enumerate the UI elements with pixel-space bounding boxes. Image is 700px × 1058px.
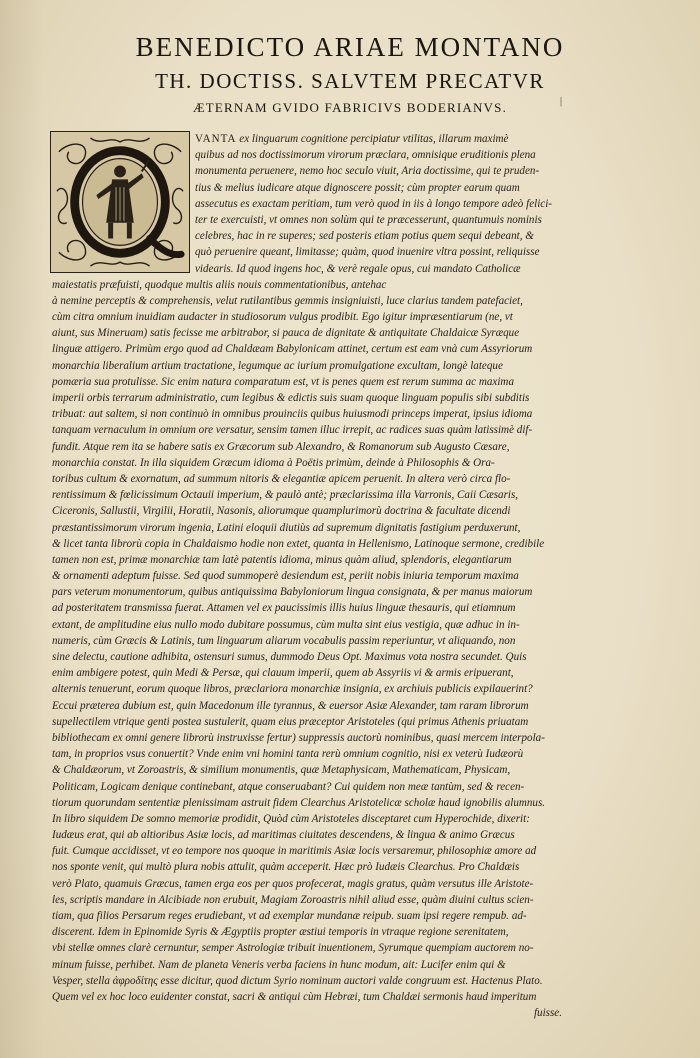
- text-line-content: monarchia constat. In illa siquidem Græcum idioma à Poëtis primùm, deinde à Philosophis & Ora-: [52, 456, 495, 469]
- text-line-content: tribuat: aut saltem, si non continuò in omnibus prouinciis quibus huiusmodi princeps imperat, ipsius idioma: [52, 408, 533, 421]
- text-line: [52, 779, 562, 795]
- text-line: [52, 924, 562, 940]
- text-line: [52, 714, 562, 730]
- text-line-content: & licet tanta librorù copia in Chaldaismo hodie non extet, quanta in Hellenismo, Latinoque sermone, credibile: [52, 537, 545, 550]
- text-line-content: tanquam vernaculum in omnium ore versatur, sensim tamen illuc irrepit, ac radices suas quàm latissimè dif-: [52, 424, 533, 437]
- text-line: [52, 973, 562, 989]
- text-line: [52, 843, 562, 859]
- text-line-content: assecutus es exactam peritiam, tum verò quod in iis à longo tempore adeò felici-: [195, 197, 552, 210]
- text-line-content: supellectilem vtrique genti postea sustulerit, quam eius præceptor Aristoteles (qui primus Athenis priuatam: [52, 715, 529, 728]
- text-line-content: tiorum quorundam sententiæ plenissimam astruit fidem Clearchus Aristotelicæ scholæ haud ignobilis alumnus.: [52, 796, 546, 809]
- text-line: [52, 358, 562, 374]
- text-line-content: les, scriptis mandare in Alcibiade non erubuit, Magiam Zoroastris nihil aliud esse, quàm diuini cultus scien-: [52, 893, 534, 906]
- text-line-content: tamen non est, primæ monarchiæ tam latè patentis idioma, minus quàm aliud, splendoris, elegantiarum: [52, 553, 512, 566]
- text-line-content: sine delectu, cautione adhibita, ostensuri sumus, dummodo Deus Opt. Maximus vota nostra secundet. Quis: [52, 651, 527, 663]
- page-gutter-shadow: [0, 0, 44, 1058]
- text-line: [52, 957, 562, 973]
- text-line-content: alternis tenuerunt, eorum quoque libros, præclariora monarchiæ insignia, ex archiuis publicis expilauerint?: [52, 683, 533, 696]
- text-line-content: Ciceronis, Sallustii, Virgilii, Horatii, Nasonis, aliorumque quamplurimorù doctrina & facultate dicendi: [52, 505, 511, 518]
- text-line: [52, 989, 562, 1005]
- text-line: [52, 536, 562, 552]
- text-line-content: imperii orbis terrarum administratio, cum legibus & edictis suis suam quoque linguam populis sibi subditis: [52, 392, 530, 404]
- text-line: [52, 293, 562, 309]
- text-line-content: vbi stellæ omnes clarè cernuntur, semper Astrologiæ tribuit inuentionem, Syrumque quempiam auctorem no-: [52, 942, 534, 955]
- text-line: [52, 228, 562, 244]
- text-line: [52, 277, 562, 293]
- text-line-content: nos sponte venit, qui multò plura nobis attulit, quàm acceperit. Hæc prò Iudæis Clearchus. Pro Chaldæis: [52, 861, 520, 874]
- text-line-content: rentissimum & fœlicissimum Octauii imperium, & paulò antè; præclarissima illa Varronis, Caii Cæsaris,: [52, 489, 519, 502]
- text-line-content: Eccui præterea dubium est, quin Macedonum ille tyrannus, & euersor Asiæ Alexander, tam raram librorum: [52, 699, 529, 712]
- text-line-content: Quem vel ex hoc loco euidenter constat, sacri & antiqui cùm Hebræi, tum Chaldæi sermonis haud imperitum: [52, 990, 537, 1003]
- text-line: [52, 325, 562, 341]
- text-line-content: ter te exercuisti, vt omnes non solùm qui te præcesserunt, quantumuis nominis: [195, 213, 542, 226]
- text-line: [52, 471, 562, 487]
- text-line-content: fundit. Atque rem ita se habere satis ex Græcorum sub Alexandro, & Romanorum sub Augusto Cæsare,: [52, 440, 510, 453]
- text-line: [52, 261, 562, 277]
- text-line-content: à nemine perceptis & comprehensis, velut rutilantibus gemmis insigniuisti, luce clarius tandem patefaciet,: [52, 294, 523, 307]
- text-line: [52, 633, 562, 649]
- text-line: [52, 892, 562, 908]
- text-line: [52, 859, 562, 875]
- text-line: [52, 422, 562, 438]
- text-line-content: Vesper, stella ἀφροδίτης esse dicitur, quod dictum Syrio nominum auctori valde congruum est. Hactenus Plato.: [52, 974, 543, 987]
- text-line-content: tius & melius iudicare atque dignoscere possit; cùm propter earum quam: [195, 181, 520, 194]
- text-line: [52, 827, 562, 843]
- text-line: [52, 196, 562, 212]
- text-line: [52, 730, 562, 746]
- text-line: [52, 795, 562, 811]
- text-line-content: numeris, cùm Græcis & Latinis, tum linguarum aliarum vocabulis passim reperiuntur, vt aliquando, non: [52, 634, 516, 647]
- text-line: [52, 487, 562, 503]
- text-line-content: & Chaldæorum, vt Zoroastris, & similium monumentis, quæ Metaphysicam, Mathematicam, Physicam,: [52, 764, 511, 777]
- text-line: [52, 180, 562, 196]
- text-line: [52, 552, 562, 568]
- text-line: [52, 439, 562, 455]
- text-line-content: ex linguarum cognitione percipiatur vtilitas, illarum maximè: [236, 133, 509, 145]
- text-line-content: pars veterum monumentorum, quibus antiquissima Babyloniorum lingua consignata, & per manus maiorum: [52, 586, 533, 599]
- text-line-content: Iudæus erat, qui ab altioribus Asiæ locis, ad maritimas ciuitates descendens, & lingua & animo Græcus: [52, 829, 515, 842]
- body-text: [52, 131, 562, 1021]
- text-line: [52, 681, 562, 697]
- text-line-content: discerent. Idem in Epinomide Syris & Ægyptiis propter æstiui temporis in vtraque regione serenitatem,: [52, 926, 509, 939]
- dedication-header: [0, 30, 700, 117]
- text-line-content: & ornamenti adeptum fuisse. Sed quod summoperè desiendum est, periit nobis iniuria temporum maxima: [52, 570, 519, 583]
- text-line-content: quò peruenire queant, limitasse; quàm, quod inuenire vltra possint, reliquisse: [195, 246, 540, 259]
- text-line: [52, 147, 562, 163]
- header-line-2: TH. DOCTISS. SALVTEM PRECATVR: [155, 69, 545, 93]
- text-line: [52, 406, 562, 422]
- text-line: [52, 811, 562, 827]
- text-line-content: tam, in proprios vsus conuertit? Vnde enim vni homini tanta rerù omnium cognitio, nisi ex veterù Iudæorù: [52, 748, 524, 761]
- text-line-content: fuisse.: [533, 1007, 562, 1020]
- text-line-content: tiam, qua filios Persarum reges erudiebant, vt ad exemplar mundanæ reipub. suam ipsi regere rempub. ad-: [52, 910, 527, 922]
- text-line-content: cùm citra omnium inuidiam audacter in studiosorum vulgus prodibit. Ego igitur impræsentiarum (ne, vt: [52, 311, 513, 324]
- text-line: [52, 131, 562, 147]
- text-line: [52, 503, 562, 519]
- text-line: [52, 908, 562, 924]
- text-line-content: Politicam, Logicam denique continebant, atque conseruabant? Cui quidem non meæ tantùm, sed & recen-: [52, 780, 525, 793]
- text-line-content: monumenta peruenere, nemo hoc seculo viuit, Aria doctissime, qui te pruden-: [195, 165, 540, 178]
- text-line-content: toribus cultum & exornatum, ad summum nitoris & elegantiæ apicem peruenit. In altera verò circa flo-: [52, 472, 511, 485]
- text-line-content: maiestatis præfuisti, quodque multis aliis nouis commentationibus, antehac: [52, 278, 387, 291]
- text-line: [52, 600, 562, 616]
- header-line-3: ÆTERNAM GVIDO FABRICIVS BODERIANVS.: [192, 100, 508, 115]
- text-line-content: extant, de amplitudine eius nullo modo dubitare possumus, cùm multa sint eius vestigia, quæ adhuc in in-: [52, 618, 520, 631]
- text-line: [52, 1005, 562, 1021]
- text-line-content: minum fuisse, perhibet. Nam de planeta Veneris verba faciens in hunc modum, ait: Lucifer enim qui &: [52, 958, 506, 971]
- text-line-content: verò Plato, quamuis Græcus, tamen erga eos per quos profecerat, magis gratus, quàm versutus ille Aristote-: [52, 877, 534, 890]
- text-line-content: enim ambigere potest, quin Medi & Persæ, qui clauum imperii, quem ab Assyriis vi & armis eripuerant,: [52, 667, 514, 680]
- lead-word: VANTA: [195, 133, 237, 145]
- margin-mark: |: [560, 96, 563, 107]
- text-line: [52, 341, 562, 357]
- text-line: [52, 940, 562, 956]
- text-line: [52, 584, 562, 600]
- text-line-content: bibliothecam ex omni genere librorù instruxisse fertur) suppressis auctorù nominibus, quasi mercem interpola-: [52, 731, 545, 744]
- text-line: [52, 374, 562, 390]
- text-line: [52, 212, 562, 228]
- text-line: [52, 390, 562, 406]
- text-line-content: videaris. Id quod ingens hoc, & verè regale opus, cui mandato Catholicæ: [195, 262, 521, 275]
- text-line: [52, 163, 562, 179]
- text-line-content: ad posteritatem transmissa fuerat. Attamen vel ex paucissimis illis huius linguæ thesauris, qui etiamnum: [52, 602, 516, 615]
- text-line-content: præstantissimorum virorum ingenia, Latini eloquii diutiùs ad supremum dignitatis fastigium perduxerunt,: [52, 521, 521, 534]
- text-line: [52, 617, 562, 633]
- text-line: [52, 455, 562, 471]
- text-line: [52, 665, 562, 681]
- text-line-content: quibus ad nos doctissimorum virorum præclara, omnisique eruditionis plena: [195, 149, 536, 162]
- text-line: [52, 568, 562, 584]
- text-line: [52, 649, 562, 665]
- text-line-content: pomæria sua protulisse. Sic enim natura comparatum est, vt is penes quem est rerum summa ac maxima: [52, 375, 514, 388]
- text-line-content: linguæ attigero. Primùm ergo quod ad Chaldæam Babylonicam attinet, certum est eam vnà cum Assyriorum: [52, 343, 533, 356]
- text-line-content: fuit. Cumque accidisset, vt eo tempore nos quoque in maritimis Asiæ locis versaremur, philosophiæ amore ad: [52, 845, 537, 858]
- text-line: [52, 520, 562, 536]
- text-line-content: monarchia liberalium artium tractatione, legumque ac iurium promulgatione excultam, longè lateque: [52, 359, 503, 372]
- text-line-content: aiunt, sus Mineruam) satis fecisse me arbitrabor, si pauca de dignitate & antiquitate Chaldaicæ Syræque: [52, 327, 520, 340]
- text-line-content: In libro siquidem De somno memoriæ prodidit, Quòd cùm Aristoteles disceptaret cum Hyperochide, dixerit:: [52, 812, 530, 825]
- text-line: [52, 876, 562, 892]
- text-line: [52, 309, 562, 325]
- header-line-1: BENEDICTO ARIAE MONTANO: [135, 32, 565, 62]
- text-line: [52, 762, 562, 778]
- text-line: [52, 746, 562, 762]
- text-line: [52, 244, 562, 260]
- text-line-content: celebres, hac in re superes; sed posteris etiam potius quem sequi debeant, &: [195, 230, 534, 243]
- text-line: [52, 698, 562, 714]
